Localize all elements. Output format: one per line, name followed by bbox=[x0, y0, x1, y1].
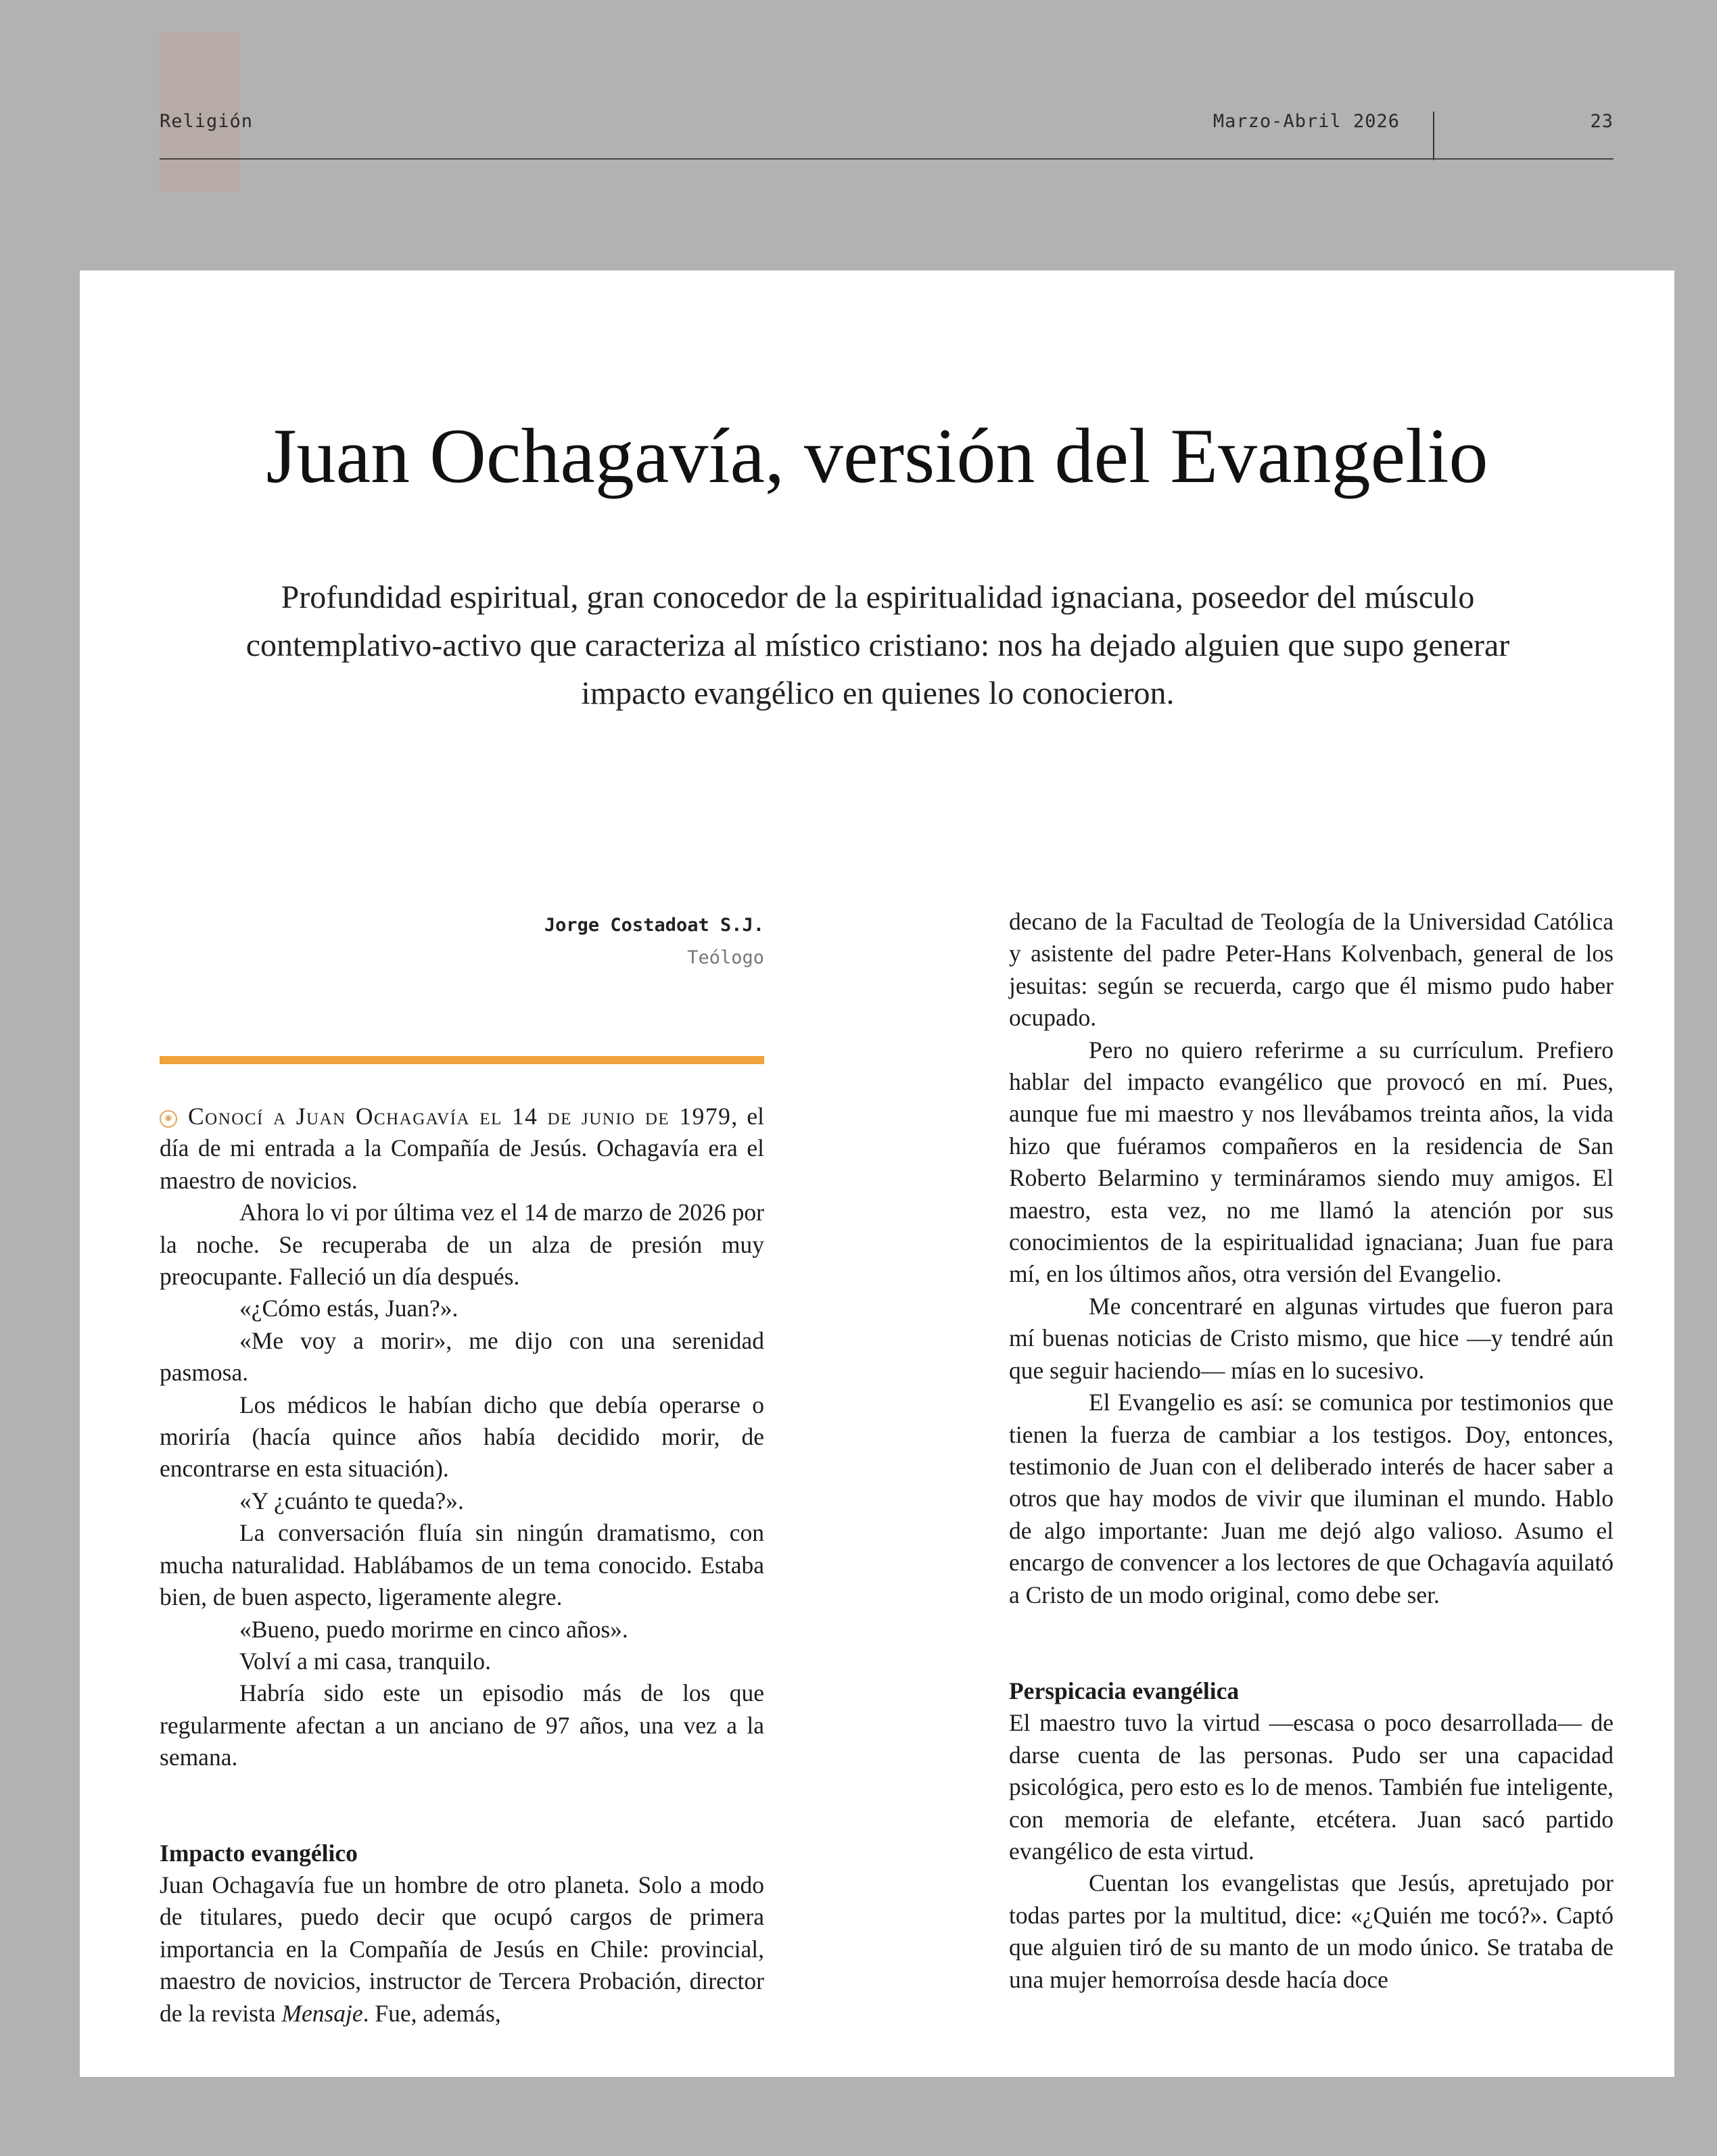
author-role: Teólogo bbox=[687, 947, 764, 968]
opening-text: el día de mi entrada a la Compañía de Jesús. Ochagavía era el maestro de novicios. bbox=[160, 1103, 764, 1194]
spacer bbox=[1009, 1611, 1614, 1675]
paragraph: Ahora lo vi por última vez el 14 de marzo de 2026 por la noche. Se recuperaba de un alza de presión muy preocupante. Falleció un día después. bbox=[160, 1199, 764, 1291]
paragraph: «¿Cómo estás, Juan?». bbox=[239, 1295, 458, 1322]
paragraph: El Evangelio es así: se comunica por testimonios que tienen la fuerza de cambiar a los testigos. Doy, entonces, testimonio de Juan con el deliberado interés de hacer saber a otros que hay modos de vivir que iluminan el mundo. Hablo de algo importante: Juan me dejó algo valioso. Asumo el encargo de convencer a los lectores de que Ochagavía aquilató a Cristo de un modo original, como debe ser. bbox=[1009, 1389, 1614, 1608]
right-column bbox=[1009, 906, 1614, 1996]
paragraph: Pero no quiero referirme a su currículum. Prefiero hablar del impacto evangélico que provocó en mí. Pues, aunque fue mi maestro y nos llevábamos treinta años, la vida hizo que fuéramos compañeros en la residencia de San Roberto Belarmino y termináramos siendo muy amigos. El maestro, esta vez, no me llamó la atención por sus conocimientos de la espiritualidad ignaciana; Juan fue para mí, en los últimos años, otra versión del Evangelio. bbox=[1009, 1036, 1614, 1288]
section-heading: Impacto evangélico bbox=[160, 1839, 358, 1867]
header-divider bbox=[1433, 112, 1434, 160]
opening-small-caps: Conocí a Juan Ochagavía el 14 de junio de 1979, bbox=[188, 1103, 738, 1130]
section-heading: Perspicacia evangélica bbox=[1009, 1677, 1240, 1704]
byline bbox=[160, 909, 764, 974]
text-run: . Fue, además, bbox=[362, 1999, 501, 2027]
left-column bbox=[160, 1101, 764, 2030]
sun-ornament-icon: ✺ bbox=[160, 1110, 177, 1128]
spacer bbox=[160, 1774, 764, 1838]
paragraph: La conversación fluía sin ningún dramatismo, con mucha naturalidad. Hablábamos de un tema conocido. Estaba bien, de buen aspecto, ligeramente alegre. bbox=[160, 1519, 764, 1611]
page-number: 23 bbox=[1590, 111, 1614, 132]
paragraph: Los médicos le habían dicho que debía operarse o moriría (hacía quince años había decidido morir, de encontrarse en esta situación). bbox=[160, 1391, 764, 1483]
paragraph: decano de la Facultad de Teología de la Universidad Católica y asistente del padre Peter-Hans Kolvenbach, general de los jesuitas: según se recuerda, cargo que él mismo pudo haber ocupado. bbox=[1009, 908, 1614, 1032]
paragraph: «Bueno, puedo morirme en cinco años». bbox=[239, 1615, 628, 1643]
paragraph bbox=[160, 1869, 764, 2030]
paragraph: «Y ¿cuánto te queda?». bbox=[239, 1487, 464, 1514]
paragraph: El maestro tuvo la virtud —escasa o poco desarrollada— de darse cuenta de las personas. Pudo ser una capacidad psicológica, pero esto es lo de menos. También fue inteligente, con memoria de elefante, etcétera. Juan sacó partido evangélico de esta virtud. bbox=[1009, 1709, 1614, 1865]
paragraph-opening bbox=[160, 1101, 764, 1197]
magazine-title: Mensaje bbox=[281, 1999, 363, 2027]
header-rule bbox=[160, 158, 1614, 160]
text-run: Juan Ochagavía fue un hombre de otro planeta. Solo a modo de titulares, puedo decir que ocupó cargos de primera importancia en la Compañía de Jesús en Chile: provincial, maestro de novicios, instructor de Tercera Probación, director de la revista bbox=[160, 1871, 764, 2027]
paragraph: Habría sido este un episodio más de los que regularmente afectan a un anciano de 97 años, una vez a la semana. bbox=[160, 1679, 764, 1771]
accent-rule bbox=[160, 1056, 764, 1064]
running-header bbox=[160, 108, 1614, 160]
paragraph: Volví a mi casa, tranquilo. bbox=[239, 1647, 492, 1675]
header-date: Marzo-Abril 2026 bbox=[1213, 111, 1400, 132]
article-lede: Profundidad espiritual, gran conocedor de la espiritualidad ignaciana, poseedor del músculo contemplativo-activo que caracteriza al místico cristiano: nos ha dejado alguien que supo generar impacto evangélico en quienes lo conocieron. bbox=[245, 579, 1510, 711]
paragraph: Cuentan los evangelistas que Jesús, apretujado por todas partes por la multitud, dice: «¿Quién me tocó?». Captó que alguien tiró de su manto de un modo único. Se trataba de una mujer hemorroísa desde hacía doce bbox=[1009, 1869, 1614, 1993]
author-name: Jorge Costadoat S.J. bbox=[544, 915, 764, 936]
article-page bbox=[80, 270, 1674, 2077]
article-title: Juan Ochagavía, versión del Evangelio bbox=[266, 413, 1488, 500]
paragraph: Me concentraré en algunas virtudes que fueron para mí buenas noticias de Cristo mismo, que hice —y tendré aún que seguir haciendo— mías en lo sucesivo. bbox=[1009, 1292, 1614, 1384]
header-section: Religión bbox=[160, 111, 254, 132]
paragraph: «Me voy a morir», me dijo con una serenidad pasmosa. bbox=[160, 1326, 764, 1387]
